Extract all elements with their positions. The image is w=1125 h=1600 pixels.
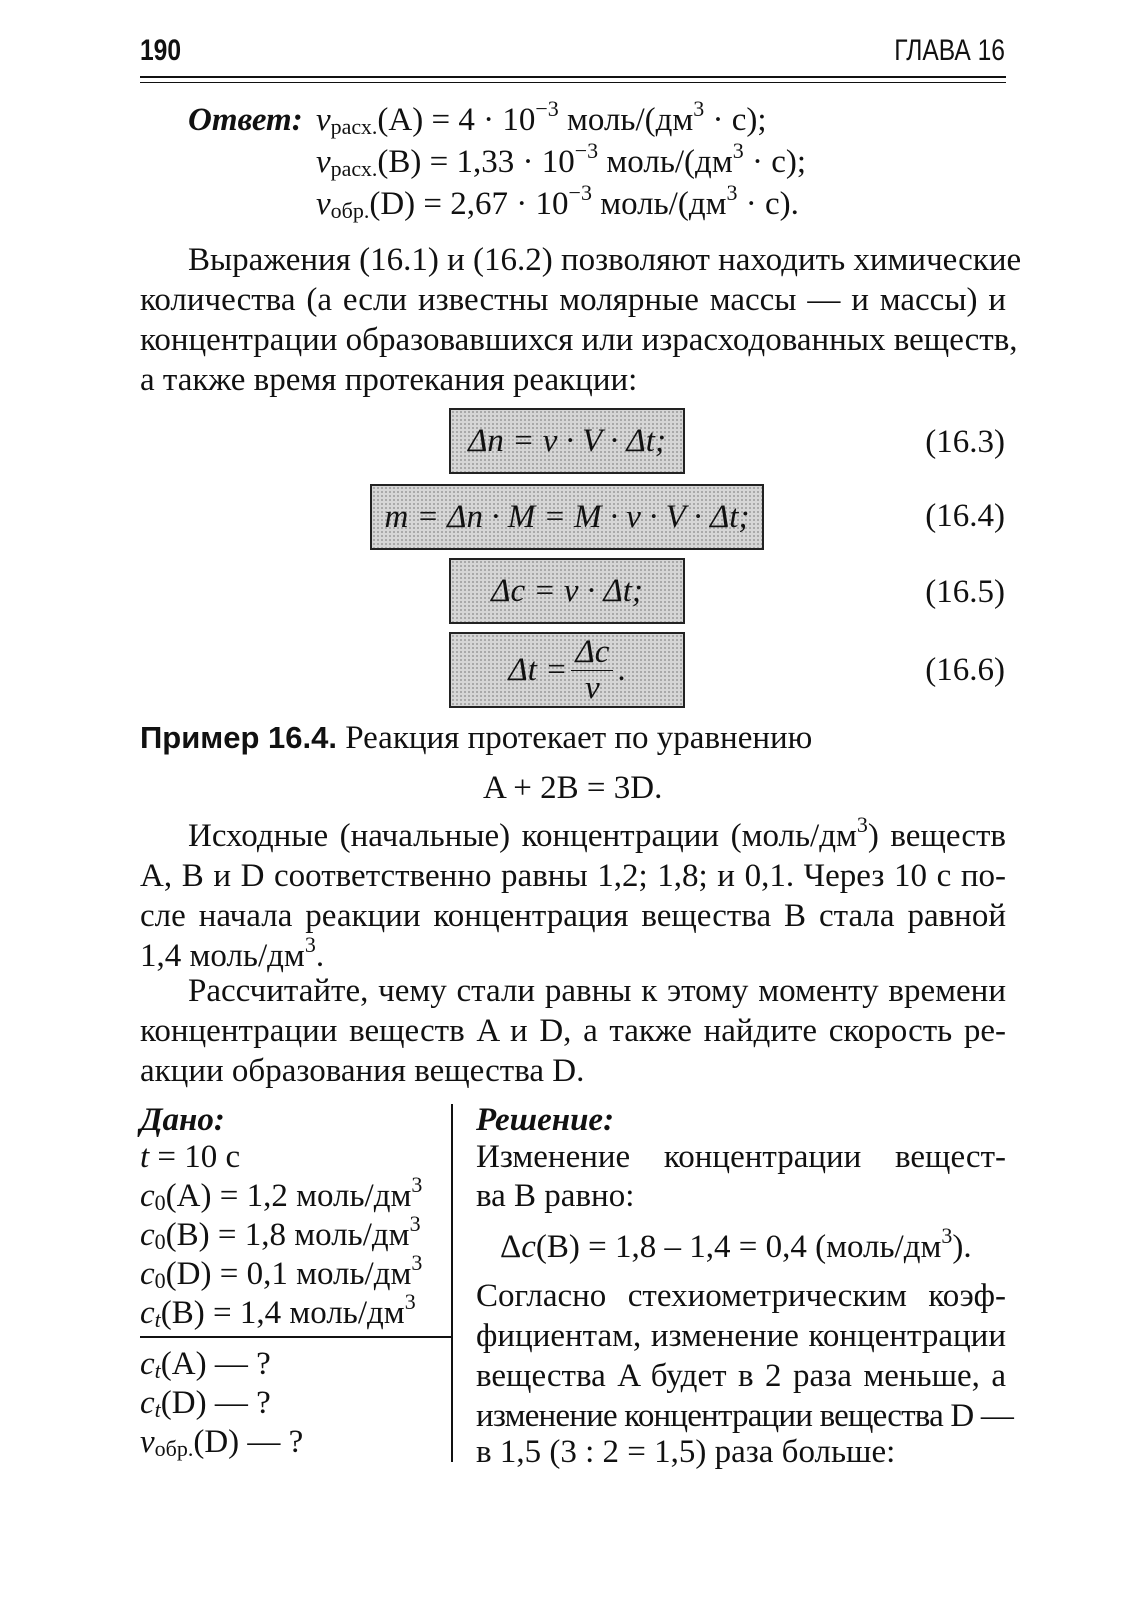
fraction-denominator: v	[585, 669, 600, 706]
example-text: Реакция протекает по уравнению	[336, 720, 813, 756]
paragraph-line: концентрации образовавшихся или израсходованных веществ,	[140, 322, 1018, 358]
solution-equation: Δc(B) = 1,8 – 1,4 = 0,4 $(моль/дм^3)$.	[500, 1223, 972, 1265]
formula-box-16-6	[449, 632, 685, 708]
find-item: $v_{обр.}(D)$ — ?	[140, 1424, 304, 1461]
paragraph-line: A, B и D соответственно равны 1,2; 1,8; и 0,1. Через 10 с по-	[140, 858, 1006, 894]
paragraph-line: Рассчитайте, чему стали равны к этому моменту времени	[188, 973, 1006, 1009]
paragraph-line: концентрации веществ A и D, а также найдите скорость ре-	[140, 1013, 1006, 1049]
equation-number: (16.4)	[925, 498, 1005, 534]
answer-label: Ответ:	[188, 102, 303, 138]
paragraph-line: 1,4 моль/$дм^3$.	[140, 932, 325, 974]
find-item: $c_t(D)$ — ?	[140, 1385, 271, 1422]
given-item: $c_0(A) = 1,2$ моль/$дм^3$	[140, 1172, 423, 1215]
column-divider	[451, 1104, 453, 1462]
example-label: Пример 16.4.	[140, 720, 337, 755]
paragraph-line: а также время протекания реакции:	[140, 362, 638, 398]
solution-line: в 1,5 (3 : 2 = 1,5) раза больше:	[476, 1434, 896, 1470]
page-number: 190	[140, 34, 182, 67]
formula-box-16-4: m = Δn · M = M · v · V · Δt;	[370, 484, 764, 550]
solution-line: Согласно стехиометрическим коэф-	[476, 1278, 1006, 1314]
reaction-equation: A + 2B = 3D.	[483, 770, 663, 806]
equation-number: (16.6)	[925, 652, 1005, 688]
answer-line-2: $v_{расх.}(B) = 1,33 \cdot 10^{-3}$ моль/$(дм^3 \cdot с)$;	[316, 138, 807, 181]
solution-line: ва B равно:	[476, 1178, 635, 1214]
paragraph-line: Выражения (16.1) и (16.2) позволяют находить химические	[188, 242, 1022, 278]
fraction	[571, 635, 613, 705]
given-item: $c_t(B) = 1,4$ моль/$дм^3$	[140, 1289, 416, 1332]
example-heading	[140, 722, 812, 755]
find-item: $c_t(A)$ — ?	[140, 1346, 271, 1383]
chapter-title: ГЛАВА 16	[894, 34, 1005, 67]
equation-number: (16.3)	[925, 424, 1005, 460]
answer-line-3: $v_{обр.}(D) = 2,67 \cdot 10^{-3}$ моль/$(дм^3 \cdot с)$.	[316, 180, 799, 223]
given-label: Дано:	[140, 1102, 225, 1138]
given-item: t = 10 с	[140, 1139, 241, 1175]
paragraph-line: количества (а если известны молярные массы — и массы) и	[140, 282, 1006, 318]
answer-line-1: $v_{расх.}(A) = 4 \cdot 10^{-3}$ моль/$(дм^3 \cdot с)$;	[316, 96, 767, 139]
header-rule-bottom	[140, 82, 1006, 83]
solution-line: вещества A будет в 2 раза меньше, а	[476, 1358, 1006, 1394]
solution-line: изменение концентрации вещества D —	[476, 1398, 1014, 1434]
solution-line: фициентам, изменение концентрации	[476, 1318, 1006, 1354]
formula-lhs: Δt =	[508, 651, 568, 688]
paragraph-line: Исходные (начальные) концентрации $(моль/дм^3)$ веществ	[188, 812, 1006, 854]
paragraph-line: сле начала реакции концентрация вещества B стала равной	[140, 898, 1006, 934]
formula-tail: .	[617, 651, 626, 688]
fraction-numerator: Δc	[571, 635, 613, 671]
equation-number: (16.5)	[925, 574, 1005, 610]
given-item: $c_0(B) = 1,8$ моль/$дм^3$	[140, 1211, 421, 1254]
solution-line: Изменение концентрации вещест-	[476, 1139, 1006, 1175]
given-item: $c_0(D) = 0,1$ моль/$дм^3$	[140, 1250, 423, 1293]
formula-box-16-5: Δc = v · Δt;	[449, 558, 685, 624]
solution-label: Решение:	[476, 1102, 615, 1138]
header-rule-top	[140, 76, 1006, 78]
formula-box-16-3: Δn = v · V · Δt;	[449, 408, 685, 474]
given-find-divider	[140, 1336, 451, 1338]
paragraph-line: акции образования вещества D.	[140, 1053, 585, 1089]
